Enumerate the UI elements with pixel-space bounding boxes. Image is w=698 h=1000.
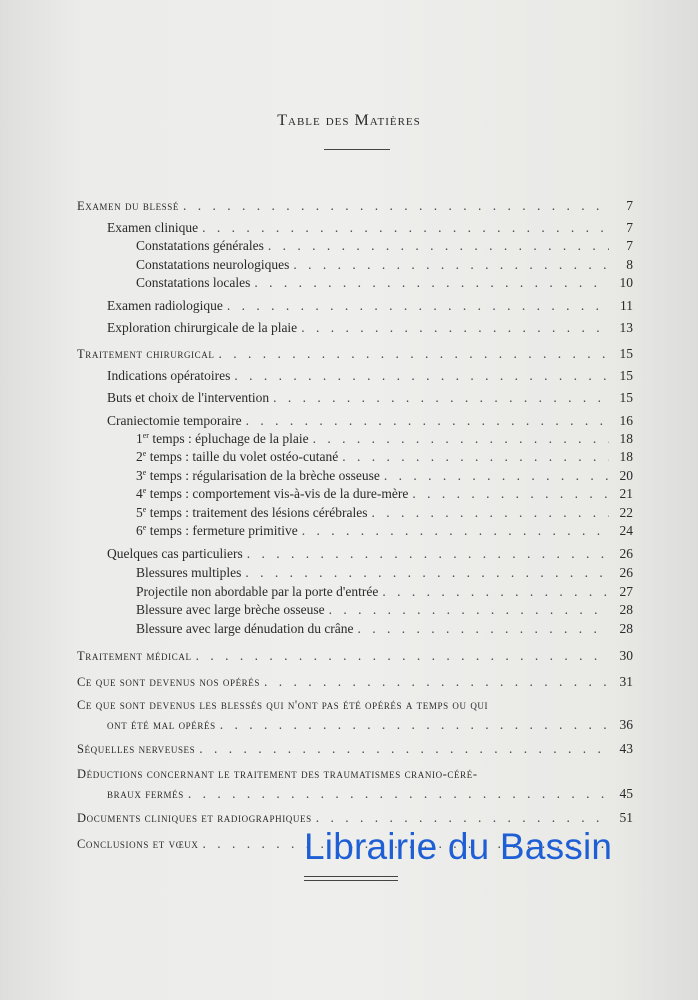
toc-page: 7 xyxy=(626,238,633,253)
leader-dots xyxy=(247,546,609,562)
toc-entry xyxy=(136,486,633,502)
toc-label: Traitement médical xyxy=(77,649,192,663)
toc-label-text: temps : fermeture primitive xyxy=(149,523,298,538)
toc-label: Indications opératoires xyxy=(107,368,231,383)
toc-entry xyxy=(107,220,633,236)
toc-page: 43 xyxy=(619,741,633,756)
ordinal-suffix: e xyxy=(142,486,147,495)
toc-label: Examen radiologique xyxy=(107,298,223,313)
ordinal: 6 xyxy=(136,523,143,538)
leader-dots xyxy=(220,717,609,733)
toc-label: Projectile non abordable par la porte d'entrée xyxy=(136,584,379,599)
toc-label: Blessure avec large brèche osseuse xyxy=(136,602,325,617)
ordinal-suffix: e xyxy=(142,523,147,532)
toc-label: Exploration chirurgicale de la plaie xyxy=(107,320,298,335)
toc-label-text: temps : taille du volet ostéo-cutané xyxy=(149,449,339,464)
toc-page: 16 xyxy=(619,413,633,428)
leader-dots xyxy=(245,565,609,581)
toc-page: 10 xyxy=(619,275,633,290)
leader-dots xyxy=(273,390,609,406)
toc-page: 51 xyxy=(619,810,633,825)
toc-label: Constatations neurologiques xyxy=(136,257,290,272)
leader-dots xyxy=(246,413,609,429)
toc-label: Conclusions et vœux xyxy=(77,837,199,851)
toc-entry xyxy=(77,346,633,362)
ordinal-suffix: e xyxy=(142,449,147,458)
toc-label: Examen clinique xyxy=(107,220,199,235)
toc-entry xyxy=(77,741,633,757)
toc-page: 18 xyxy=(619,449,633,464)
ordinal: 1 xyxy=(136,431,143,446)
leader-dots xyxy=(268,238,609,254)
leader-dots xyxy=(302,523,609,539)
leader-dots xyxy=(196,648,609,664)
ordinal-suffix: e xyxy=(142,468,147,477)
title-divider xyxy=(324,149,390,150)
toc-entry-first-line: Déductions concernant le traitement des traumatismes cranio-céré- xyxy=(77,767,478,781)
toc-entry xyxy=(107,413,633,429)
toc-entry xyxy=(107,717,633,733)
toc-entry xyxy=(136,431,633,447)
toc-entry xyxy=(136,523,633,539)
toc-entry xyxy=(107,298,633,314)
leader-dots xyxy=(358,621,609,637)
toc-label: Buts et choix de l'intervention xyxy=(107,390,270,405)
toc-page: 7 xyxy=(626,220,633,235)
toc-page: 15 xyxy=(619,346,633,361)
leader-dots xyxy=(329,602,609,618)
leader-dots xyxy=(218,346,609,362)
toc-entry xyxy=(107,320,633,336)
end-divider xyxy=(304,876,398,877)
toc-label: Blessures multiples xyxy=(136,565,242,580)
toc-label: Ce que sont devenus nos opérés xyxy=(77,675,260,689)
leader-dots xyxy=(316,810,609,826)
toc-page: 26 xyxy=(619,546,633,561)
toc-entry xyxy=(107,786,633,802)
toc-label-text: temps : régularisation de la brèche osseuse xyxy=(149,468,380,483)
toc-entry xyxy=(77,198,633,214)
toc-entry xyxy=(136,602,633,618)
toc-label: ont été mal opérés xyxy=(107,718,216,732)
toc-label xyxy=(136,468,380,484)
leader-dots xyxy=(372,505,610,521)
toc-entry xyxy=(107,368,633,384)
toc-label xyxy=(136,486,408,502)
toc-page: 15 xyxy=(619,368,633,383)
leader-dots xyxy=(313,431,609,447)
toc-label: Constatations locales xyxy=(136,275,251,290)
ordinal: 3 xyxy=(136,468,143,483)
toc-page: 18 xyxy=(619,431,633,446)
toc-entry xyxy=(107,546,633,562)
toc-page: 28 xyxy=(619,602,633,617)
toc-page: 11 xyxy=(620,298,633,313)
toc-label: Traitement chirurgical xyxy=(77,347,215,361)
toc-page: 8 xyxy=(626,257,633,272)
toc-page: 13 xyxy=(619,320,633,335)
toc-label xyxy=(136,505,368,521)
toc-entry-first-line: Ce que sont devenus les blessés qui n'ont pas été opérés a temps ou qui xyxy=(77,698,489,712)
toc-label xyxy=(136,449,338,465)
toc-entry xyxy=(136,238,633,254)
toc-page: 36 xyxy=(619,717,633,732)
toc-label: Documents cliniques et radiographiques xyxy=(77,811,312,825)
toc-page: 45 xyxy=(619,786,633,801)
toc-page: 31 xyxy=(619,674,633,689)
toc-label: Constatations générales xyxy=(136,238,264,253)
toc-page: 30 xyxy=(619,648,633,663)
toc-entry xyxy=(136,584,633,600)
leader-dots xyxy=(199,741,609,757)
toc-page: 22 xyxy=(619,505,633,520)
page-title: Table des Matières xyxy=(277,112,421,129)
toc-entry xyxy=(77,648,633,664)
leader-dots xyxy=(264,674,609,690)
toc-page: 20 xyxy=(619,468,633,483)
toc-entry xyxy=(136,257,633,273)
toc-page: 21 xyxy=(619,486,633,501)
watermark: Librairie du Bassin xyxy=(304,826,613,867)
toc-page: 28 xyxy=(619,621,633,636)
ordinal-suffix: er xyxy=(142,431,149,440)
leader-dots xyxy=(234,368,609,384)
toc-entry xyxy=(136,565,633,581)
toc-page: 27 xyxy=(619,584,633,599)
toc-entry xyxy=(136,449,633,465)
toc-page: 15 xyxy=(619,390,633,405)
ordinal: 2 xyxy=(136,449,143,464)
ordinal-suffix: e xyxy=(142,505,147,514)
toc-label-text: temps : épluchage de la plaie xyxy=(152,431,309,446)
leader-dots xyxy=(293,257,609,273)
leader-dots xyxy=(202,220,609,236)
toc-entry xyxy=(136,621,633,637)
toc-label-text: temps : comportement vis-à-vis de la dure-mère xyxy=(149,486,409,501)
leader-dots xyxy=(188,786,609,802)
toc-page: 26 xyxy=(619,565,633,580)
leader-dots xyxy=(254,275,609,291)
toc-label: Examen du blessé xyxy=(77,199,179,213)
toc-label: braux fermés xyxy=(107,787,184,801)
toc-entry xyxy=(107,390,633,406)
leader-dots xyxy=(183,198,609,214)
ordinal: 5 xyxy=(136,505,143,520)
leader-dots xyxy=(382,584,609,600)
leader-dots xyxy=(227,298,609,314)
toc-entry xyxy=(136,468,633,484)
toc-entry xyxy=(136,505,633,521)
toc-label xyxy=(136,431,309,447)
toc-page: 7 xyxy=(626,198,633,213)
toc-label: Séquelles nerveuses xyxy=(77,742,196,756)
toc-label: Blessure avec large dénudation du crâne xyxy=(136,621,354,636)
toc-label: Craniectomie temporaire xyxy=(107,413,242,428)
toc-entry xyxy=(136,275,633,291)
toc-page: 24 xyxy=(619,523,633,538)
toc-label-text: temps : traitement des lésions cérébrales xyxy=(149,505,368,520)
toc-entry xyxy=(77,674,633,690)
toc-label: Quelques cas particuliers xyxy=(107,546,243,561)
end-divider xyxy=(304,880,398,881)
leader-dots xyxy=(412,486,609,502)
toc-label xyxy=(136,523,298,539)
leader-dots xyxy=(342,449,609,465)
leader-dots xyxy=(384,468,609,484)
ordinal: 4 xyxy=(136,486,143,501)
leader-dots xyxy=(301,320,609,336)
toc-entry xyxy=(77,810,633,826)
